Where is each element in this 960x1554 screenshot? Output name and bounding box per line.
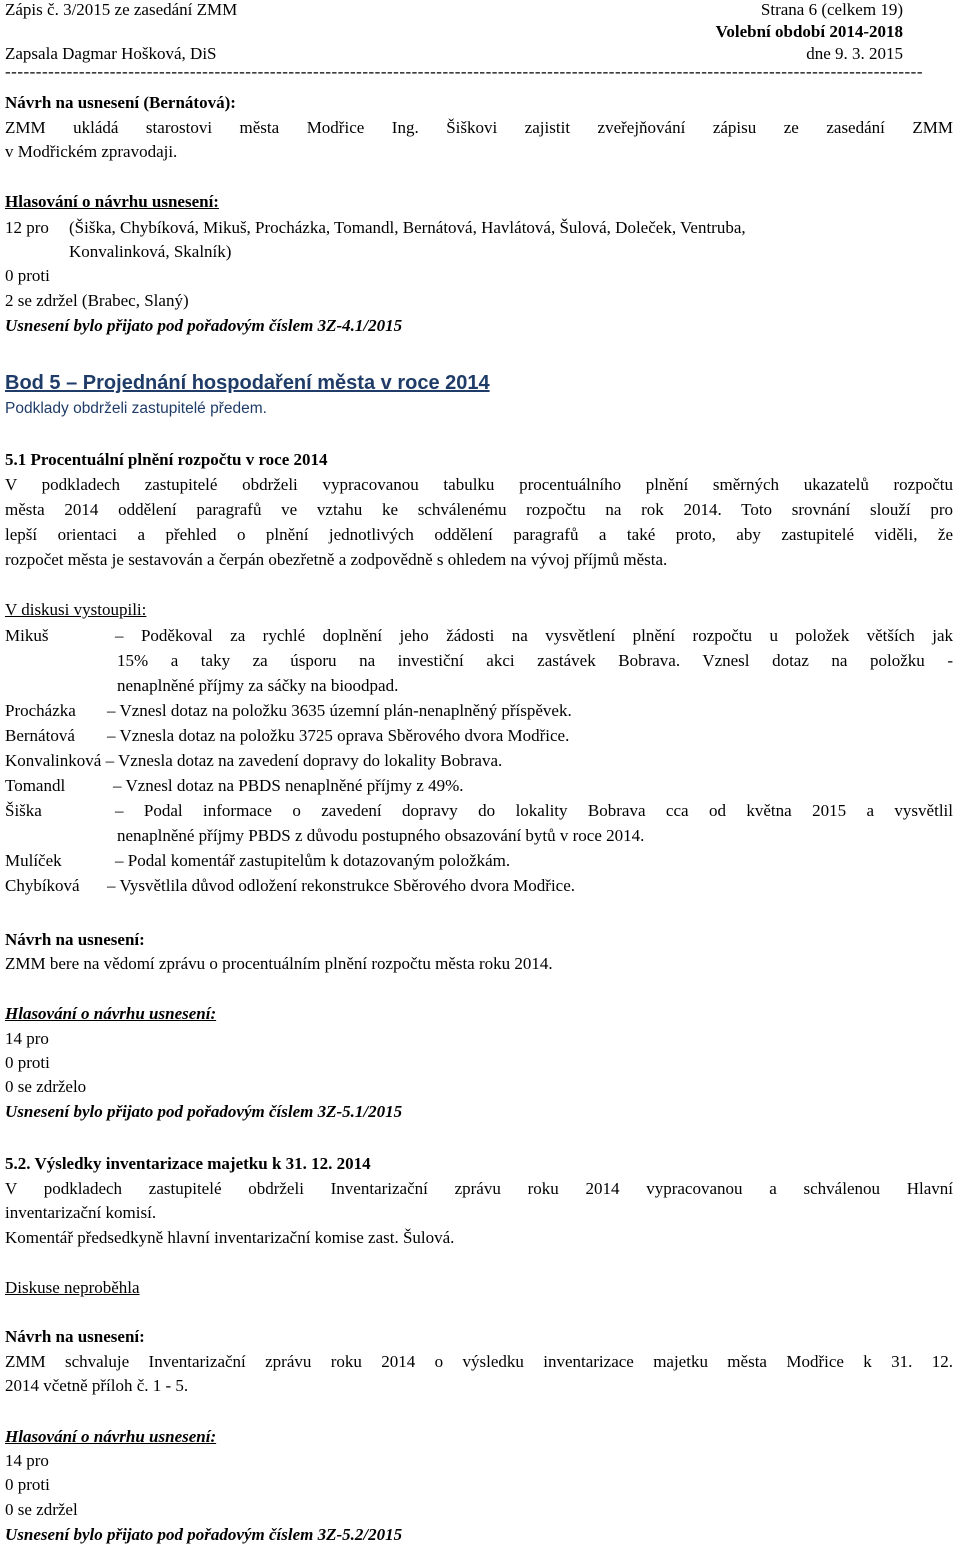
speaker-text: – Vysvětlila důvod odložení rekonstrukce Sběrového dvora Modřice.: [107, 876, 576, 895]
item-heading: 5.2. Výsledky inventarizace majetku k 31. 12. 2014: [5, 1154, 371, 1173]
vote-against: 0 proti: [5, 1053, 50, 1072]
vote-against: 0 proti: [5, 266, 50, 285]
speaker-text: – Vznesl dotaz na položku 3635 územní plán-nenaplněný příspěvek.: [107, 701, 572, 720]
proposal-heading: Návrh na usnesení:: [5, 930, 145, 949]
vote-heading: Hlasování o návrhu usnesení:: [5, 1004, 217, 1023]
resolution-number: 3Z-5.2/2015: [317, 1525, 403, 1544]
speaker-name: Chybíková: [5, 876, 80, 895]
speaker-text: – Vznesla dotaz na položku 3725 oprava Sběrového dvora Modřice.: [107, 726, 570, 745]
resolution-number: 3Z-5.1/2015: [317, 1102, 403, 1121]
vote-pro: 14 pro: [5, 1029, 49, 1048]
paragraph-line: inventarizační komisí.: [5, 1203, 157, 1222]
proposal-text-line: ZMM ukládá starostovi města Modřice Ing. Šiškovi zajistit zveřejňování zápisu ze zasedání ZMM: [5, 118, 953, 137]
discussion-heading: V diskusi vystoupili:: [5, 600, 147, 619]
author-label: Zapsala Dagmar Hošková, DiS: [5, 44, 217, 63]
proposal-heading: Návrh na usnesení (Bernátová):: [5, 93, 236, 112]
vote-abstain: 0 se zdržel: [5, 1500, 78, 1519]
speaker-text: nenaplněné příjmy PBDS z důvodu postupného obsazování bytů v roce 2014.: [117, 826, 645, 845]
speaker-name: Mikuš: [5, 626, 49, 645]
resolution-result: [5, 1525, 402, 1545]
vote-pro-names: Konvalinková, Skalník): [69, 242, 232, 261]
paragraph-line: V podkladech zastupitelé obdrželi Inventarizační zprávu roku 2014 vypracovanou a schválenou Hlavní: [5, 1179, 953, 1198]
vote-heading: Hlasování o návrhu usnesení:: [5, 192, 219, 211]
section-subtitle: Podklady obdrželi zastupitelé předem.: [5, 400, 267, 417]
speaker-text: – Podal informace o zavedení dopravy do lokality Bobrava cca od května 2015 a vysvětlil: [115, 801, 953, 820]
vote-heading: Hlasování o návrhu usnesení:: [5, 1427, 217, 1446]
speaker-text: 15% a taky za úsporu na investiční akci zastávek Bobrava. Vznesl dotaz na položku -: [117, 651, 953, 670]
vote-pro-label: 12 pro: [5, 218, 49, 237]
item-heading: 5.1 Procentuální plnění rozpočtu v roce 2014: [5, 450, 328, 469]
speaker-text: – Podal komentář zastupitelům k dotazovaným položkám.: [115, 851, 511, 870]
resolution-result: [5, 316, 402, 336]
vote-abstain: 0 se zdrželo: [5, 1077, 87, 1096]
vote-pro: 14 pro: [5, 1451, 49, 1470]
speaker-text: – Vznesl dotaz na PBDS nenaplněné příjmy z 49%.: [113, 776, 464, 795]
proposal-text-line: ZMM schvaluje Inventarizační zprávu roku 2014 o výsledku inventarizace majetku města Modřice k 31. 12.: [5, 1352, 953, 1371]
vote-abstain: 2 se zdržel (Brabec, Slaný): [5, 291, 189, 310]
proposal-text: ZMM bere na vědomí zprávu o procentuálním plnění rozpočtu města roku 2014.: [5, 954, 553, 973]
doc-title: Zápis č. 3/2015 ze zasedání ZMM: [5, 0, 238, 19]
discussion-note: Diskuse neproběhla: [5, 1278, 140, 1297]
resolution-text: Usnesení bylo přijato pod pořadovým číslem: [5, 1102, 318, 1121]
page-number: Strana 6 (celkem 19): [760, 0, 903, 19]
speaker-name: Šiška: [5, 801, 42, 820]
vote-pro-names: (Šiška, Chybíková, Mikuš, Procházka, Tomandl, Bernátová, Havlátová, Šulová, Doleček, Ventruba,: [69, 218, 746, 237]
speaker-name: Tomandl: [5, 776, 66, 795]
resolution-text: Usnesení bylo přijato pod pořadovým číslem: [5, 316, 318, 335]
section-title: Bod 5 – Projednání hospodaření města v roce 2014: [5, 372, 490, 394]
resolution-result: [5, 1102, 402, 1122]
paragraph-line: rozpočet města je sestavován a čerpán obezřetně a zodpovědně s ohledem na vývoj příjmů města.: [5, 550, 668, 569]
paragraph-line: města 2014 oddělení paragrafů ve vztahu ke schválenému rozpočtu na rok 2014. Toto srovnání slouží pro: [5, 500, 953, 519]
date-label: dne 9. 3. 2015: [806, 44, 903, 63]
comment-line: Komentář předsedkyně hlavní inventarizační komise zast. Šulová.: [5, 1228, 455, 1247]
paragraph-line: lepší orientaci a přehled o plnění jednotlivých oddělení paragrafů a také proto, aby zastupitelé viděli, že: [5, 525, 953, 544]
speaker-name: Bernátová: [5, 726, 75, 745]
resolution-number: 3Z-4.1/2015: [317, 316, 403, 335]
term-label: Volební období 2014-2018: [715, 22, 903, 41]
proposal-text-line: 2014 včetně příloh č. 1 - 5.: [5, 1376, 189, 1395]
proposal-text-line: v Modřickém zpravodaji.: [5, 142, 178, 161]
speaker-text: – Poděkoval za rychlé doplnění jeho žádosti na vysvětlení plnění rozpočtu u položek větších jak: [115, 626, 953, 645]
speaker-line: Konvalinková – Vznesla dotaz na zavedení dopravy do lokality Bobrava.: [5, 751, 503, 770]
proposal-heading: Návrh na usnesení:: [5, 1327, 145, 1346]
speaker-name: Mulíček: [5, 851, 62, 870]
vote-against: 0 proti: [5, 1475, 50, 1494]
speaker-text: nenaplněné příjmy za sáčky na bioodpad.: [117, 676, 399, 695]
paragraph-line: V podkladech zastupitelé obdrželi vypracovanou tabulku procentuálního plnění směrných ukazatelů rozpočtu: [5, 475, 953, 494]
header-rule: -----------------------------------------------------------------------------------------------------------------------------------------------------: [5, 62, 924, 81]
resolution-text: Usnesení bylo přijato pod pořadovým číslem: [5, 1525, 318, 1544]
speaker-name: Procházka: [5, 701, 76, 720]
